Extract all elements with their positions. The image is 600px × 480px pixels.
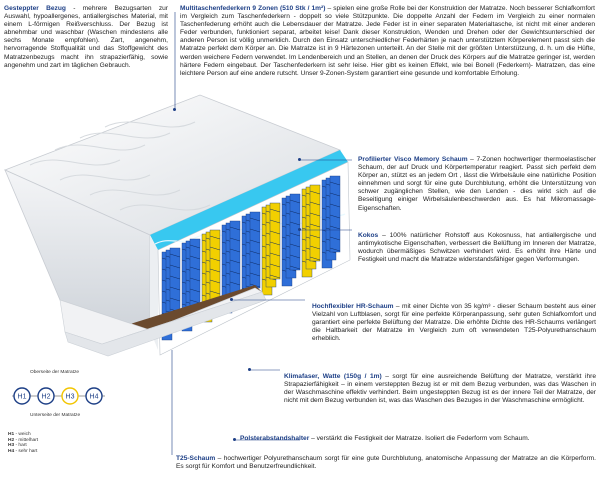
legend-row: H3 - hart [8, 443, 27, 449]
legend-row: H2 - mittelhart [8, 437, 39, 443]
desc-taschenfedern: – spielen eine große Rolle bei der Konstruktion der Matratze. Noch besserer Schlafkomfort im Vergleich zum Taschenfederkern - doppelt so viele Stützpunkte. Die doppelte Anzahl der Federn im Vergleich zu einer normalen Taschenfederung erhöht auch die Lebensdauer der Matratze. Jede Feder ist in einer separaten Materialtasche, ist nicht mit einer anderen Feder verbunden, funktioniert separat, arbeitet leise! Dank dieser Konstruktion, Wenden und Drehen oder der Gewichtsunterschied der anderen Person ist völlig unmerklich. Durch den Einsatz unterschiedlicher Federhärten je nach unterstütztem Körperelement passt sich die Matratze perfekt dem Körper an. Die Matratze ist in 9 Härtezonen unterteilt. An der Stelle mit der größten Unterstützung, d. h. um die Hüfte, werden weichere Federn verwendet. Im Lendenbereich und an Stellen, an denen der Druck des Körpers auf die Matratze geringer ist, werden härtere Federn eingebaut. Der Taschenfederkern ist sehr leise. Hier gibt es keinen Effekt, wie bei Bonell (Federkern)- Matratzen, das eine leichtere Person auf eine andere rutscht. Unser 9-Zonen-System garantiert eine gesunde und komfortable Erholung. [180, 5, 595, 77]
heading-bezug: Gesteppter Bezug [4, 5, 66, 12]
leader-dot-kokos [298, 228, 301, 231]
spring-pocket [310, 185, 320, 261]
heading-kokos: Kokos [358, 232, 379, 239]
desc-kokos: – 100% natürlicher Rohstoff aus Kokosnuss, hat antiallergische und antimykotische Eigenschaften, verbessert die Belüftung im Inneren der Matratze, wodurch übermäßiges Schwitzen verhindert wird. Es erhöht ihre Härte und Festigkeit und macht die Matratze widerstandsfähiger gegen Verformungen. [358, 232, 596, 264]
heading-memory: Profilierter Visco Memory Schaum [358, 156, 468, 163]
spring-pocket [250, 212, 260, 288]
heading-klima: Klimafaser, Watte (150g / 1m) [284, 373, 382, 380]
desc-bezug: - mehrere Bezugsarten zur Auswahl, hypoallergenes, antiallergisches Material, mit einem L-förmigen Reißverschluss. Der Bezug ist abnehmbar und waschbar (Waschen mindestens alle sechs Monate empfohlen). Zart, angenehm, hervorragende Stoffqualität und das Stoffgewicht des Matratzenbezugs macht ihn strapazierfähig, sowie angenehm und zart im täglichen Gebrauch. [4, 5, 168, 69]
legend-row: H1 - weich [8, 432, 31, 437]
hardness-circle-label: H2 [41, 393, 51, 401]
desc-memory: – 7-Zonen hochwertiger thermoelastischer Schaum, der auf Druck und Körpertemperatur reagiert. Passt sich perfekt dem Körper an, stützt es an jedem Ort , lässt die Wirbelsäule eine natürliche Position einnehmen und sorgt für eine gute Durchblutung, erhöht die Unterstützung von schwer zugänglichen Stellen, wie den Lenden - dies wirkt sich auf die Beseitigung einiger Wirbelsäulenbeschwerden aus. Es hat Mikromassage-Eigenschaften. [358, 156, 596, 212]
hardness-circle-label: H1 [17, 393, 27, 401]
spring-pocket [270, 203, 280, 279]
desc-hr: – mit einer Dichte von 35 kg/m³ - dieser Schaum besteht aus einer Vielzahl von Luftblasen, sorgt für eine perfekte Körperanpassung, sehr guten Schlafkomfort und garantiert eine perfekte Belüftung der Matratze. Die erhöhte Dichte des HR-Schaums verlängert die Haltbarkeit der Matratze im Vergleich zum oft verwendeten T25-Polyurethanschaum erheblich. [312, 303, 596, 343]
hardness-circle-label: H4 [89, 393, 99, 401]
text-block-hr [312, 303, 596, 343]
legend-row: H4 - sehr hart [8, 448, 38, 454]
desc-t25: – hochwertiger Polyurethanschaum sorgt für eine gute Durchblutung, anatomische Anpassung der Matratze an die Körperform. Es sorgt für Komfort und Benutzerfreundlichkeit. [176, 455, 596, 471]
spring-pocket [230, 221, 240, 297]
heading-polster: Polsterabstandshalter [240, 435, 310, 442]
hardness-top-label: Oberseite der Matratze [30, 370, 80, 375]
desc-polster: – verstärkt die Festigkeit der Matratze. Isoliert die Federform vom Schaum. [311, 435, 530, 442]
text-block-taschenfedern [180, 5, 595, 78]
leader-dot-hr [230, 298, 233, 301]
leader-dot-memory [298, 158, 301, 161]
spring-pocket [210, 230, 220, 306]
spring-pocket [290, 194, 300, 270]
heading-taschenfedern: Multitaschenfederkern 9 Zonen (510 Stk / 1m²) [180, 5, 326, 12]
text-block-memory [358, 156, 596, 213]
leader-dot-polster [233, 438, 236, 441]
leader-dot-springs [173, 108, 176, 111]
heading-hr: Hochflexibler HR-Schaum [312, 303, 394, 310]
spring-pocket [330, 176, 340, 252]
text-block-polster [240, 435, 596, 443]
hardness-legend [8, 432, 38, 454]
hardness-circle-label: H3 [65, 393, 75, 401]
heading-t25: T25-Schaum [176, 455, 216, 462]
text-block-klima [284, 373, 596, 405]
hardness-bottom-label: Unterseite der Matratze [30, 413, 81, 418]
text-block-t25 [176, 455, 596, 471]
text-block-bezug [4, 5, 168, 70]
text-block-kokos [358, 232, 596, 264]
leader-dot-klima [248, 368, 251, 371]
desc-klima: – sorgt für eine ausreichende Belüftung der Matratze, verstärkt ihre Strapazierfähigkeit – in einem versteppten Bezug ist er mit dem Bezug verbunden, was das Waschen in der Waschmaschine effektiv verhindert. Beim ungesteppten Bezug ist es der innere Teil der Matratze, der nicht mit dem Bezug verbunden ist, was das Waschen des Bezuges in der Waschmaschine ermöglicht. [284, 373, 596, 405]
